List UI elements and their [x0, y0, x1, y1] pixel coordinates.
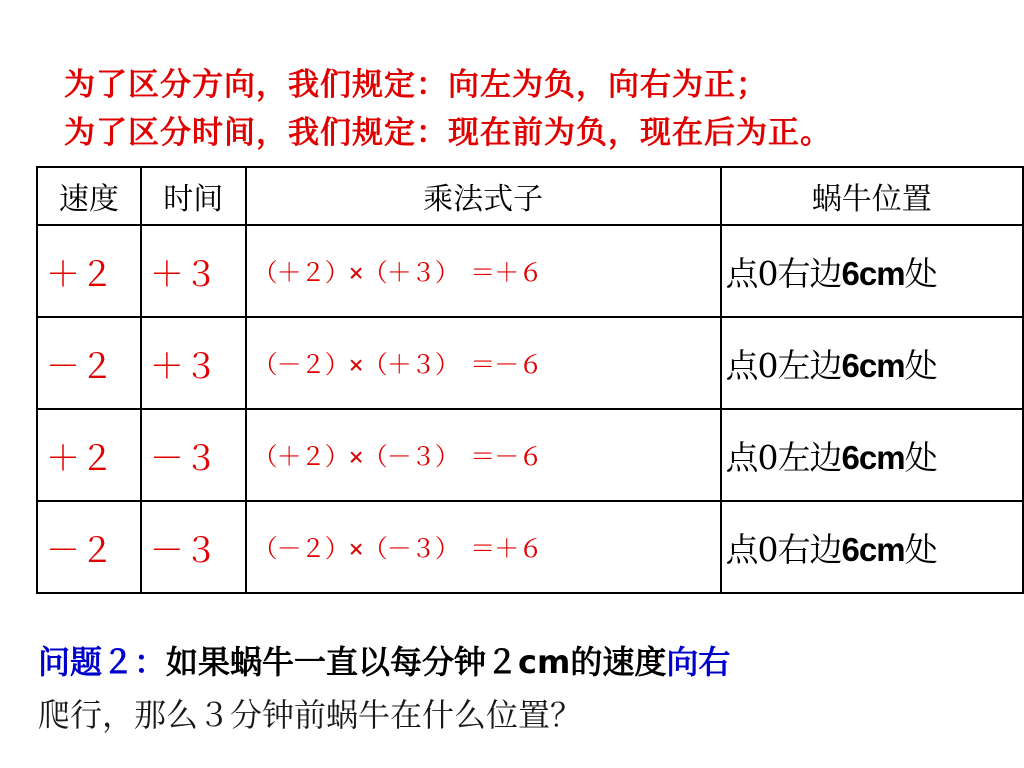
- expression-cell: （－２）×（－３） ＝＋６: [246, 501, 721, 593]
- position-text: 点0右边: [725, 529, 842, 569]
- time-cell: －３: [141, 409, 246, 501]
- table-row: [37, 409, 1023, 501]
- question-line-2: 爬行，那么３分钟前蜗牛在什么位置？: [38, 696, 583, 734]
- expression-cell: （＋２）×（＋３） ＝＋６: [246, 225, 721, 317]
- table-row: [37, 501, 1023, 593]
- position-distance: 6cm: [841, 254, 905, 292]
- expression-cell: （－２）×（＋３） ＝－６: [246, 317, 721, 409]
- expression-cell: （＋２）×（－３） ＝－６: [246, 409, 721, 501]
- speed-cell: －２: [37, 501, 141, 593]
- table-header-row: [37, 167, 1023, 225]
- time-cell: －３: [141, 501, 246, 593]
- question-line: [38, 634, 1024, 690]
- position-text: 点0左边: [725, 345, 842, 385]
- rule-time: 为了区分时间，我们规定：现在前为负，现在后为正。: [64, 115, 832, 151]
- speed-cell: ＋２: [37, 225, 141, 317]
- rule-direction: 为了区分方向，我们规定：向左为负，向右为正；: [64, 67, 768, 103]
- position-distance: 6cm: [841, 438, 905, 476]
- header-expression: 乘法式子: [246, 167, 721, 225]
- position-cell: [721, 225, 1023, 317]
- question-tag: 问题２：: [38, 643, 167, 681]
- position-distance: 6cm: [841, 346, 905, 384]
- header-time: 时间: [141, 167, 246, 225]
- position-cell: [721, 501, 1023, 593]
- time-cell: ＋３: [141, 317, 246, 409]
- position-suffix: 处: [904, 529, 937, 569]
- table-row: [37, 317, 1023, 409]
- position-distance: 6cm: [841, 530, 905, 568]
- header-speed: 速度: [37, 167, 141, 225]
- speed-cell: －２: [37, 317, 141, 409]
- question-text: 如果蜗牛一直以每分钟２cm的速度: [166, 643, 667, 681]
- position-suffix: 处: [904, 253, 937, 293]
- position-cell: [721, 409, 1023, 501]
- position-text: 点0右边: [725, 253, 842, 293]
- time-cell: ＋３: [141, 225, 246, 317]
- position-suffix: 处: [904, 345, 937, 385]
- speed-cell: ＋２: [37, 409, 141, 501]
- position-cell: [721, 317, 1023, 409]
- question-direction: 向右: [666, 643, 731, 681]
- header-position: 蜗牛位置: [721, 167, 1023, 225]
- rules-block: [64, 62, 1024, 158]
- table-row: [37, 225, 1023, 317]
- position-suffix: 处: [904, 437, 937, 477]
- position-text: 点0左边: [725, 437, 842, 477]
- multiplication-table: [36, 166, 1024, 594]
